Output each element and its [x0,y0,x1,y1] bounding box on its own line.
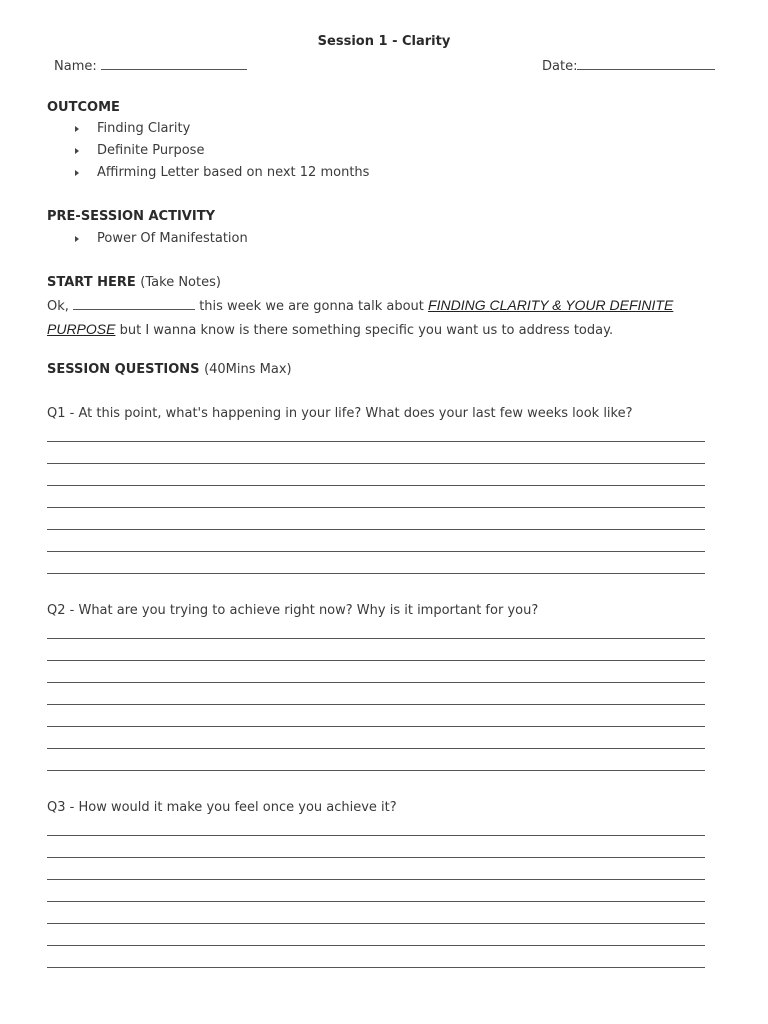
answer-line[interactable] [47,704,705,705]
answer-line[interactable] [47,726,705,727]
answer-line[interactable] [47,485,705,486]
answer-line[interactable] [47,901,705,902]
date-row [542,56,715,74]
answer-line[interactable] [47,835,705,836]
session-questions-heading: SESSION QUESTIONS (40Mins Max) [47,362,292,377]
name-blank[interactable] [101,56,247,70]
date-label: Date: [542,59,578,74]
topic-emphasis-cont: PURPOSE [47,321,116,337]
start-here-heading: START HERE (Take Notes) [47,275,221,290]
question-2: Q2 - What are you trying to achieve right now? Why is it important for you? [47,603,539,618]
outcome-heading: OUTCOME [47,100,120,115]
answer-line[interactable] [47,682,705,683]
bullet-triangle-icon [75,236,79,242]
answer-line[interactable] [47,660,705,661]
bullet-triangle-icon [75,148,79,154]
pre-session-heading: PRE-SESSION ACTIVITY [47,209,215,224]
pre-session-list [72,228,248,250]
answer-line[interactable] [47,441,705,442]
list-item: Definite Purpose [72,140,369,162]
answer-line[interactable] [47,573,705,574]
list-item: Finding Clarity [72,118,369,140]
list-item: Power Of Manifestation [72,228,248,250]
answer-area-3[interactable] [47,835,705,989]
name-label: Name: [54,59,97,74]
list-item: Affirming Letter based on next 12 months [72,162,369,184]
answer-line[interactable] [47,507,705,508]
answer-line[interactable] [47,923,705,924]
outcome-list [72,118,369,184]
answer-line[interactable] [47,770,705,771]
start-here-aside: (Take Notes) [140,275,221,290]
answer-area-2[interactable] [47,638,705,792]
answer-line[interactable] [47,551,705,552]
answer-line[interactable] [47,748,705,749]
answer-line[interactable] [47,879,705,880]
question-3: Q3 - How would it make you feel once you achieve it? [47,800,397,815]
client-name-blank[interactable] [73,296,195,310]
answer-line[interactable] [47,857,705,858]
question-1: Q1 - At this point, what's happening in your life? What does your last few weeks look like? [47,406,633,421]
answer-line[interactable] [47,638,705,639]
answer-area-1[interactable] [47,441,705,595]
bullet-triangle-icon [75,126,79,132]
topic-emphasis: FINDING CLARITY & YOUR DEFINITE [428,297,674,313]
start-here-paragraph: Ok, this week we are gonna talk about FINDING CLARITY & YOUR DEFINITE PURPOSE but I wanna know is there something specific you want us to address today. [47,297,674,338]
answer-line[interactable] [47,463,705,464]
page-title: Session 1 - Clarity [317,34,451,49]
session-questions-aside: (40Mins Max) [204,362,292,377]
answer-line[interactable] [47,529,705,530]
date-blank[interactable] [577,56,715,70]
name-row [54,56,247,74]
bullet-triangle-icon [75,170,79,176]
answer-line[interactable] [47,945,705,946]
answer-line[interactable] [47,967,705,968]
